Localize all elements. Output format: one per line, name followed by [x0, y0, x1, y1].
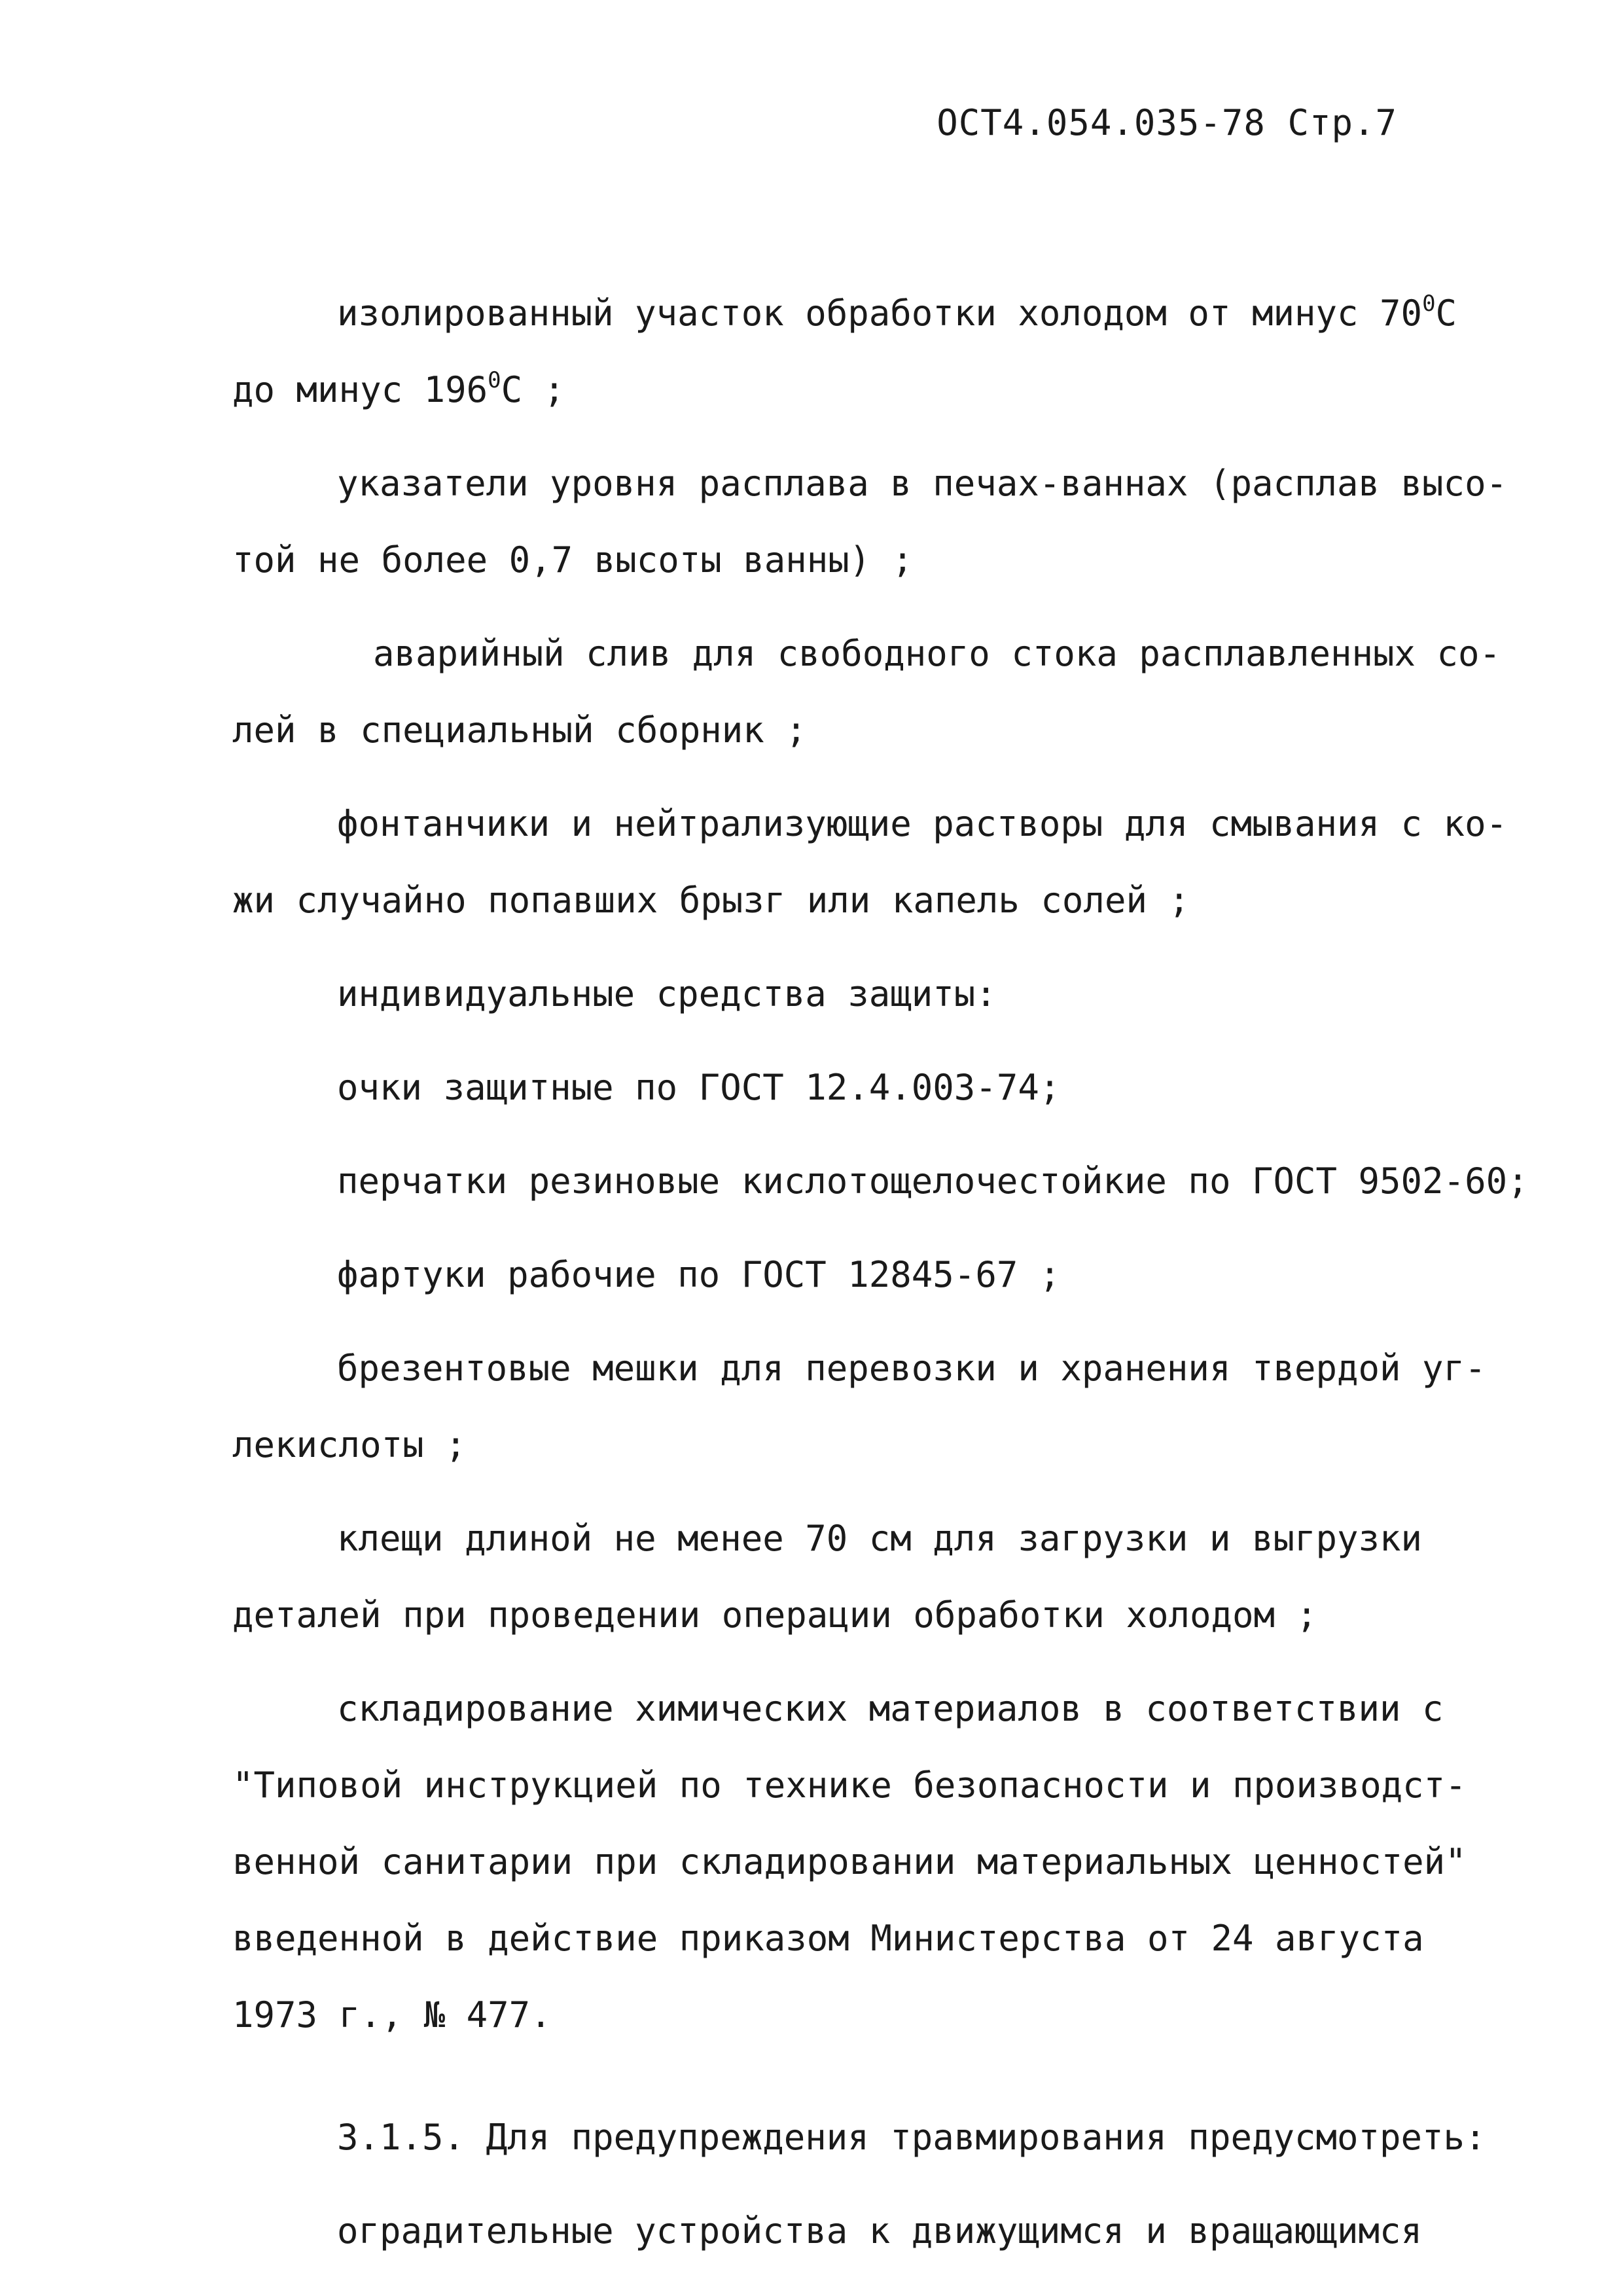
paragraph-melt-level-indicators	[232, 445, 1508, 598]
text-line: клещи длиной не менее 70 см для загрузки и выгрузки	[337, 1518, 1423, 1559]
text-line: оградительные устройства к движущимся и вращающимся	[337, 2210, 1423, 2251]
text-line: фонтанчики и нейтрализующие растворы для смывания с ко-	[337, 803, 1508, 844]
text-line: деталей при проведении операции обработки холодом ;	[232, 1594, 1318, 1636]
text-line: той не более 0,7 высоты ванны) ;	[232, 539, 914, 581]
text-line: "Типовой инструкцией по технике безопасности и производст-	[232, 1765, 1467, 1806]
page-header: ОСТ4.054.035-78 Стр.7	[936, 102, 1397, 143]
paragraph-aprons	[232, 1236, 1476, 1313]
paragraph-guards	[232, 2193, 1476, 2269]
paragraph-tongs	[232, 1500, 1476, 1653]
paragraph-cold-treatment-area	[232, 275, 1476, 428]
text-line: указатели уровня расплава в печах-ваннах (расплав высо-	[337, 463, 1508, 504]
paragraph-tarpaulin-bags	[232, 1330, 1486, 1483]
paragraph-emergency-drain	[232, 615, 1501, 768]
paragraph-fountains	[232, 785, 1508, 939]
text-line: аварийный слив для свободного стока расплавленных со-	[373, 633, 1501, 674]
text-line: лей в специальный сборник ;	[232, 709, 807, 751]
text-line: до минус $196^0С$ ;	[232, 367, 565, 410]
paragraph-protective-equipment	[232, 956, 1476, 1032]
text-line: 1973 г., № 477.	[232, 1994, 552, 2036]
text-line: очки защитные по ГОСТ 12.4.003-74;	[337, 1067, 1061, 1108]
section-3-1-5	[232, 2099, 1486, 2176]
text-line: перчатки резиновые кислотощелочестойкие по ГОСТ 9502-60;	[337, 1160, 1529, 1202]
text-line: лекислоты ;	[232, 1424, 467, 1465]
text-line: жи случайно попавших брызг или капель солей ;	[232, 880, 1190, 921]
paragraph-goggles	[232, 1049, 1476, 1126]
text-line: венной санитарии при складировании материальных ценностей"	[232, 1841, 1467, 1882]
document-body	[232, 275, 1529, 2286]
text-line: индивидуальные средства защиты:	[337, 973, 997, 1014]
text-line: изолированный участок обработки холодом от минус $70^0С$	[337, 291, 1457, 334]
paragraph-chemical-storage	[232, 1670, 1476, 2053]
paragraph-gloves	[232, 1143, 1529, 1219]
text-line: фартуки рабочие по ГОСТ 12845-67 ;	[337, 1254, 1061, 1295]
text-line: брезентовые мешки для перевозки и хранения твердой уг-	[337, 1348, 1486, 1389]
text-line: складирование химических материалов в соответствии с	[337, 1688, 1444, 1729]
section-heading: 3.1.5. Для предупреждения травмирования предусмотреть:	[337, 2117, 1486, 2158]
text-line: введенной в действие приказом Министерства от 24 августа	[232, 1918, 1424, 1959]
